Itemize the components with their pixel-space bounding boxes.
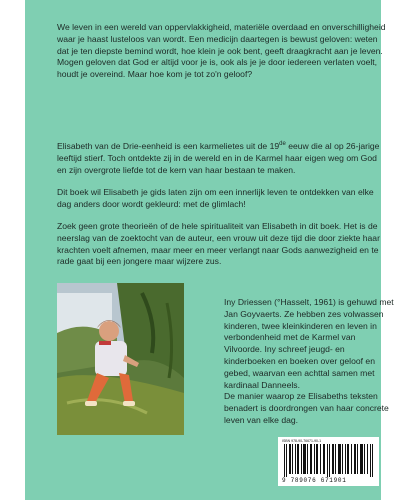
- isbn-text: ISBN 978-90-76671-90-1: [282, 439, 322, 443]
- blurb-paragraph-4: Zoek geen grote theorieën of de hele spiritualiteit van Elisabeth in dit boek. Het is de neerslag van de zoektocht van de auteur, een vrouw uit deze tijd die door ziekte haar krachten voelt afnemen, maar meer en meer verlangt naar Gods aanwezigheid en te rade gaat bij een jongere maar wijzere zus.: [57, 221, 380, 267]
- author-bio: [224, 297, 394, 427]
- author-bio-text: Iny Driessen (°Hasselt, 1961) is gehuwd met Jan Goyvaerts. Ze hebben zes volwassen kinderen, twee kleinkinderen en leven in verbondenheid met de Karmel van Vilvoorde. Iny schreef jeugd- en kinderboeken en boeken over geloof en gebed, waarvan een achttal samen met kardinaal Danneels.: [224, 297, 394, 390]
- author-closing-text: De manier waarop ze Elisabeths teksten benadert is doordrongen van haar concrete leven van elke dag.: [224, 391, 389, 425]
- barcode-number: 9 789076 671901: [282, 477, 347, 484]
- back-cover: [25, 0, 394, 500]
- blurb-paragraph-3: Dit boek wil Elisabeth je gids laten zijn om een innerlijk leven te ontdekken van elke dag anders door wordt gekleurd: met de glimlach!: [57, 187, 374, 209]
- barcode: [278, 437, 379, 486]
- barcode-bars: [284, 444, 373, 477]
- blurb-paragraph-2: Elisabeth van de Drie-eenheid is een karmelietes uit de 19de eeuw die al op 26-jarige leeftijd stierf. Toch ontdekte zij in de wereld en in de Karmel haar eigen weg om God en zijn overgrote liefde tot de kern van haar bestaan te maken.: [57, 141, 380, 175]
- blurb-paragraph-1: We leven in een wereld van oppervlakkigheid, materiële overdaad en onverschilligheid waar je haast lusteloos van wordt. Een medicijn daartegen is bewust geloven: weten dat je ten diepste bemind wordt, hoe klein je ook bent, geeft draagkracht aan je leven. Mogen geloven dat God er altijd voor je is, ook als je je door iedereen verlaten voelt, houdt je overeind. Maar hoe kom je tot zo'n geloof?: [57, 22, 386, 80]
- author-photo: [57, 283, 184, 435]
